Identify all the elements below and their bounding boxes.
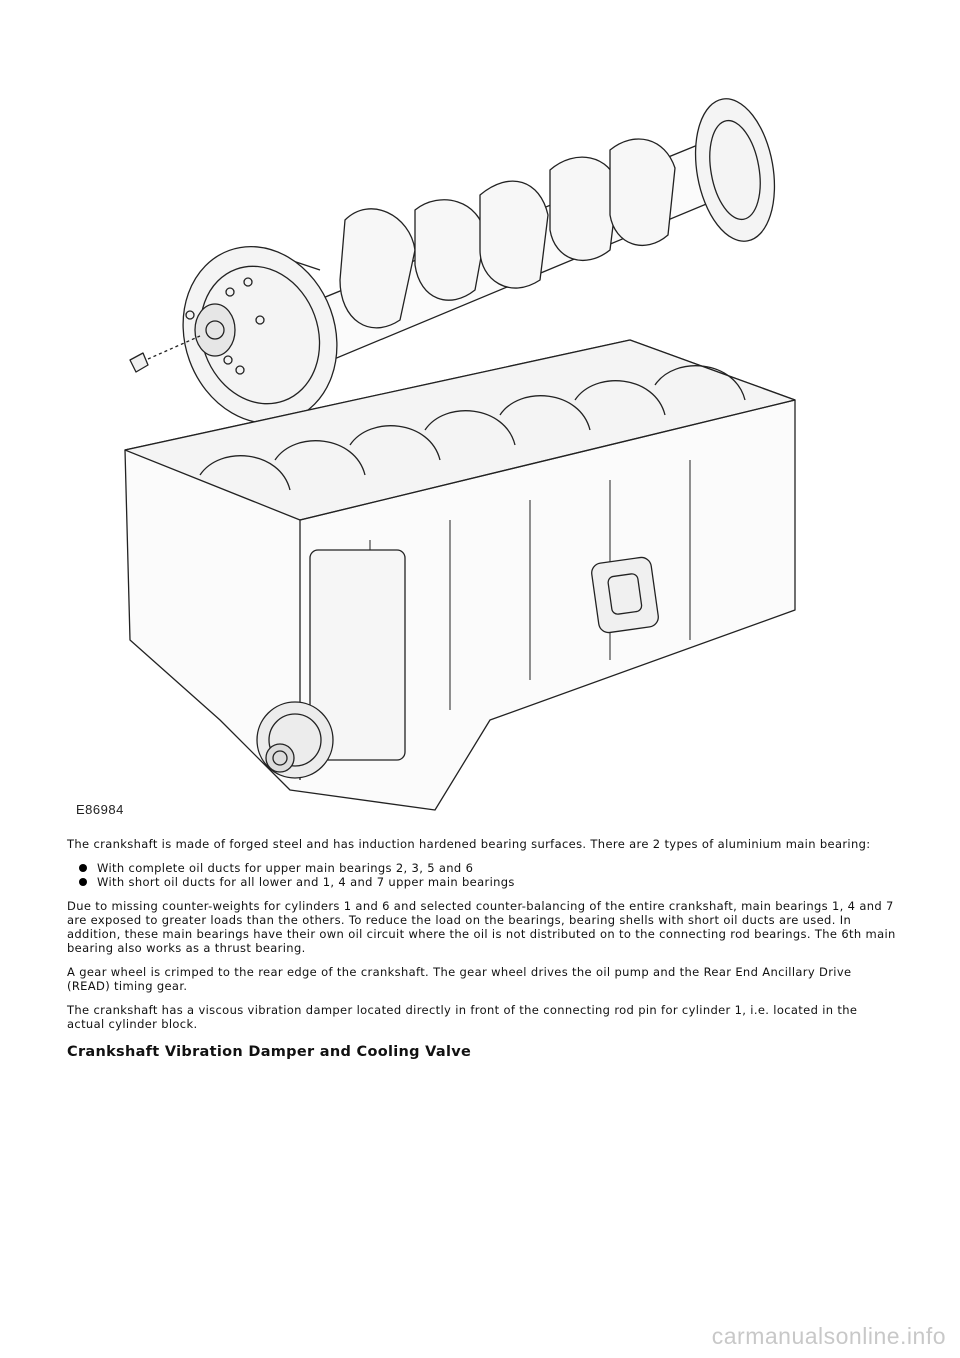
vibration-damper-paragraph: The crankshaft has a viscous vibration damper located directly in front of the connecting rod pin for cylinder 1, i.e. located in the actual cylinder block. — [67, 1003, 858, 1031]
bearing-types-list — [67, 861, 897, 889]
intro-paragraph: The crankshaft is made of forged steel and has induction hardened bearing surfaces. There are 2 types of aluminium main bearing: — [67, 837, 871, 851]
illustration-drawing — [70, 20, 880, 825]
crankshaft-block-illustration — [70, 20, 880, 825]
gear-wheel-paragraph: A gear wheel is crimped to the rear edge of the crankshaft. The gear wheel drives the oil pump and the Rear End Ancillary Drive (READ) timing gear. — [67, 965, 852, 993]
section-heading: Crankshaft Vibration Damper and Cooling Valve — [67, 1044, 472, 1060]
list-item — [85, 861, 897, 875]
figure-label: E86984 — [76, 802, 124, 817]
list-item — [85, 875, 897, 889]
bullet-icon — [79, 864, 87, 872]
list-item-text: With complete oil ducts for upper main bearings 2, 3, 5 and 6 — [97, 861, 474, 875]
cylinder-block — [125, 340, 795, 810]
bearing-loads-paragraph: Due to missing counter-weights for cylinders 1 and 6 and selected counter-balancing of the entire crankshaft, main bearings 1, 4 and 7 are exposed to greater loads than the others. To reduce the load on the bearings, bearing shells with short oil ducts are used. In addition, these main bearings have their own oil circuit where the oil is not distributed on to the connecting rod bearings. The 6th main bearing also works as a thrust bearing. — [67, 899, 896, 955]
bullet-icon — [79, 878, 87, 886]
document-body — [67, 837, 897, 1059]
watermark: carmanualsonline.info — [711, 1323, 946, 1349]
list-item-text: With short oil ducts for all lower and 1, 4 and 7 upper main bearings — [97, 875, 515, 889]
